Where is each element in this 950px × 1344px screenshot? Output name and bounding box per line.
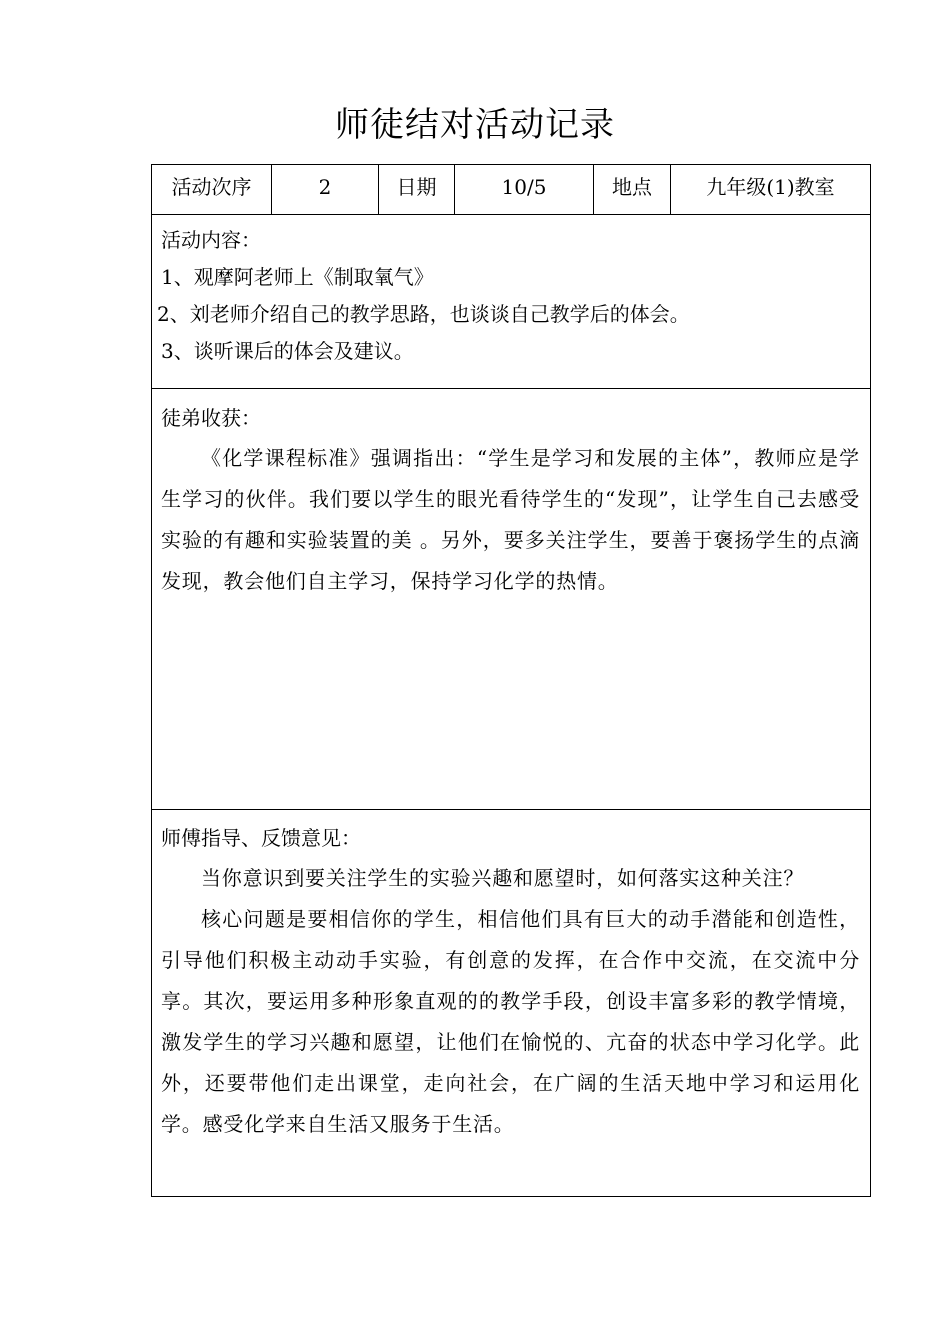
header-row bbox=[152, 165, 870, 215]
place-value: 九年级(1)教室 bbox=[706, 175, 835, 199]
page-title: 师徒结对活动记录 bbox=[335, 105, 615, 145]
apprentice-gain-section bbox=[152, 389, 870, 810]
date-value: 10/5 bbox=[455, 165, 594, 214]
content-item: 3、谈听课后的体会及建议。 bbox=[161, 339, 414, 363]
order-value: 2 bbox=[272, 165, 379, 214]
activity-content-label: 活动内容： bbox=[161, 228, 261, 252]
mentor-guidance-label: 师傅指导、反馈意见： bbox=[161, 826, 361, 850]
activity-content-section bbox=[152, 215, 870, 389]
guidance-paragraph: 当你意识到要关注学生的实验兴趣和愿望时，如何落实这种关注？ bbox=[201, 866, 805, 890]
gain-paragraph: 《化学课程标准》强调指出：“学生是学习和发展的主体”，教师应是学生学习的伙伴。我们要以学生的眼光看待学生的“发现”，让学生自己去感受实验的有趣和实验装置的美 。另外，要多关注学生，要善于褒扬学生的点滴发现，教会他们自主学习，保持学习化学的热情。 bbox=[161, 446, 860, 593]
guidance-paragraph: 核心问题是要相信你的学生，相信他们具有巨大的动手潜能和创造性，引导他们积极主动动手实验，有创意的发挥，在合作中交流，在交流中分享。其次，要运用多种形象直观的的教学手段，创设丰富多彩的教学情境，激发学生的学习兴趣和愿望，让他们在愉悦的、亢奋的状态中学习化学。此外，还要带他们走出课堂，走向社会，在广阔的生活天地中学习和运用化学。感受化学来自生活又服务于生活。 bbox=[161, 907, 860, 1136]
mentor-guidance-section bbox=[152, 810, 870, 1196]
record-table bbox=[151, 164, 871, 1197]
content-item: 2、刘老师介绍自己的教学思路，也谈谈自己教学后的体会。 bbox=[157, 302, 690, 326]
date-label: 日期 bbox=[379, 165, 455, 214]
apprentice-gain-label: 徒弟收获： bbox=[161, 406, 261, 430]
content-item: 1、观摩阿老师上《制取氧气》 bbox=[161, 265, 434, 289]
place-label: 地点 bbox=[594, 165, 671, 214]
order-label: 活动次序 bbox=[152, 165, 272, 214]
